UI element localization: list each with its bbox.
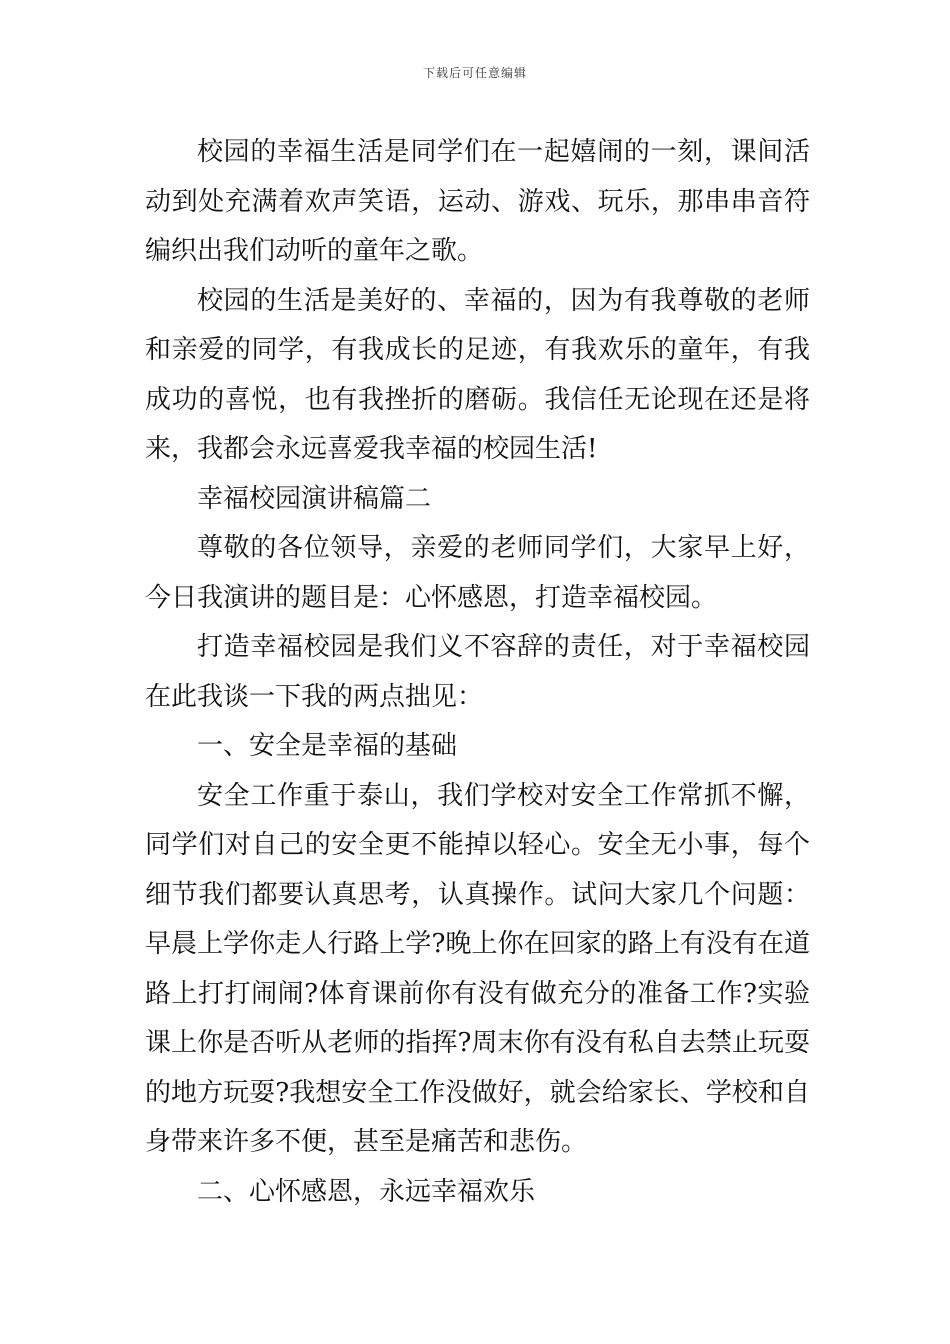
document-body — [145, 128, 810, 1217]
paragraph-responsibility: 打造幸福校园是我们义不容辞的责任，对于幸福校园在此我谈一下我的两点拙见： — [145, 632, 810, 712]
header-note: 下载后可任意编辑 — [422, 66, 527, 80]
paragraph-happy-life: 校园的幸福生活是同学们在一起嬉闹的一刻，课间活动到处充满着欢声笑语，运动、游戏、玩乐，那串串音符编织出我们动听的童年之歌。 — [145, 137, 810, 266]
paragraph-campus-life: 校园的生活是美好的、幸福的，因为有我尊敬的老师和亲爱的同学，有我成长的足迹，有我欢乐的童年，有我成功的喜悦，也有我挫折的磨砺。我信任无论现在还是将来，我都会永远喜爱我幸福的校园生活! — [145, 285, 810, 464]
speech-title: 幸福校园演讲稿篇二 — [197, 483, 432, 514]
section-heading-gratitude: 二、心怀感恩，永远幸福欢乐 — [197, 1176, 536, 1207]
paragraph-greeting: 尊敬的各位领导，亲爱的老师同学们，大家早上好，今日我演讲的题目是：心怀感恩，打造幸福校园。 — [145, 533, 810, 613]
paragraph-safety: 安全工作重于泰山，我们学校对安全工作常抓不懈，同学们对自己的安全更不能掉以轻心。安全无小事，每个细节我们都要认真思考，认真操作。试问大家几个问题：早晨上学你走人行路上学?晚上你在回家的路上有没有在道路上打打闹闹?体育课前你有没有做充分的准备工作?实验课上你是否听从老师的指挥?周末你有没有私自去禁止玩耍的地方玩耍?我想安全工作没做好，就会给家长、学校和自身带来许多不便，甚至是痛苦和悲伤。 — [145, 780, 810, 1157]
section-heading-safety: 一、安全是幸福的基础 — [197, 731, 458, 761]
